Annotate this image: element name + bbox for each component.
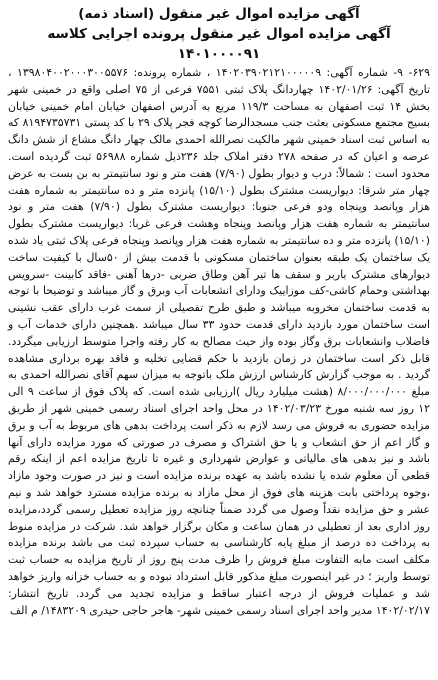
- notice-subtitle: آگهی مزایده اموال غیر منقول پرونده اجرایی کلاسه ۱۴۰۱۰۰۰۰۹۱: [47, 26, 391, 62]
- notice-body: ۶۲۹- ۹- شماره آگهی: ۱۴۰۲۰۳۹۰۲۱۲۱۰۰۰۰۰۹ ، شماره پرونده: ۱۳۹۸۰۴۰۰۲۰۰۰۳۰۰۵۵۷۶ ، تاریخ آگهی: ۱۴۰۲/۰۱/۲۶ چهاردانگ پلاک ثبتی ۷۵۵۱ فرعی از ۷۵ اصلی واقع در خمینی شهر بخش ۱۴ ثبت اصفهان به مساحت ۱۱۹/۳ مربع به آدرس اصفهان خیابان امام خمینی خیابان بسیج مجتمع مسکونی بعثت جنب مسجدالرضا کوچه فجر پلاک ۲۹ با کد پستی ۸۱۹۴۷۳۵۷۳۱ که به اساس ثبت اسناد خمینی شهر مالکیت نصرالله احمدی مالک چهار دانگ مشاع از شش دانگ عرصه و اعیان که در صفحه ۲۷۸ دفتر املاک جلد ۲۳۶ذیل شماره ۵۶۹۸۸ ثبت گردیده است. محدود است : شمالاً: درب و دیوار بطول (۷/۹۰) هفت متر و نود سانتیمتر به بن بست به عرض چهار متر شرقا: دیواریست مشترک بطول (۱۵/۱۰) پانزده متر و ده سانتیمتر به شماره هفت هزار وپانصد وپنجاه ودو فرعی جنوبا: دیواریست مشترک بطول (۷/۹۰) هفت متر و نود سانتیمتر به شماره هفت هزار وپانصد وپنجاه وهشت فرعی غربا: دیواریست مشترک بطول (۱۵/۱۰) پانزده متر و ده سانتیمتر به شماره هفت هزار وپانصد وپنجاه فرعی پلاک ثبتی یاد شده یک ساختمان یک طبقه بعنوان ساختمان مسکونی با قدمت بیش از ۵۰سال با کیفیت ساخت دیوارهای مشترک باربر و سقف ها تیر آهن وطاق ضربی -درها آهنی -فاقد کابینت -سرویس بهداشتی وحمام کاشی-کف موزاییک ودارای انشعابات آب وبرق و گاز میباشد و توضیحا با توجه به قدمت ساختمان مخروبه میباشد و طبق طرح تفصیلی از سمت غرب دارای عقب نشینی است ساختمان مورد بازدید دارای قدمت حدود ۳۳ سال میباشد .همچنین دارای خدمات آب و فاضلاب وانشعابات برق وگاز بوده واز حیث مصالح به کار رفته واجرا متوسط ارزیابی میگردد. قابل ذکر است ساختمان در زمان بازدید با حکم قضایی تخلیه و فاقد بهره برداری مشاهده گردید . به موجب گزارش کارشناس ارزش ملک باتوجه به میزان سهم آقای نصرالله احمدی به مبلغ ۸/۰۰۰/۰۰۰/۰۰۰ (هشت میلیارد ریال )ارزیابی شده است. که پلاک فوق از ساعت ۹ الی ۱۲ روز سه شنبه مورخ ۱۴۰۲/۰۳/۲۳ در محل واحد اجرای اسناد رسمی خمینی شهر از طریق مزایده حضوری به فروش می رسد لازم به ذکر است پرداخت بدهی های مربوط به آب و برق و گاز اعم از حق انشعاب و یا حق اشتراک و مصرف در صورتی که مورد مزایده دارای آنها باشد و نیز بدهی های مالیاتی و عوارض شهرداری و غیره تا تاریخ مزایده اعم از اینکه رقم قطعی آن معلوم شده یا نشده باشد به عهده برنده مزایده است و نیز در صورت وجود مازاد ،وجوه پرداختی بابت هزینه های فوق از محل مازاد به برنده مزایده مسترد خواهد شد و نیم عشر و حق مزایده نقداً وصول می گردد ضمناً چنانچه روز مزایده تعطیل رسمی گردد،مزایده روز اداری بعد از تعطیلی در همان ساعت و مکان برگزار خواهد شد. شرکت در مزایده منوط به پرداخت ده درصد از مبلغ پایه کارشناسی به حساب سپرده ثبت می باشد برنده مزایده مکلف است مابه التفاوت مبلغ فروش را ظرف مدت پنج روز از تاریخ مزایده به حساب ثبت توسط واریز ؛ در غیر اینصورت مبلغ مذکور قابل استرداد نبوده و به حساب خزانه واریز خواهد شد و عملیات فروش از درجه اعتبار ساقط و مزایده تجدید می گردد. تاریخ انتشار: ۱۴۰۲/۰۲/۱۷ مدیر واحد اجرای اسناد رسمی خمینی شهر- هاجر حاجی حیدری ۱۴۸۳۲۰۹/ م الف: [8, 66, 431, 617]
- notice-title: آگهی مزایده اموال غیر منقول (اسناد ذمه): [78, 6, 360, 22]
